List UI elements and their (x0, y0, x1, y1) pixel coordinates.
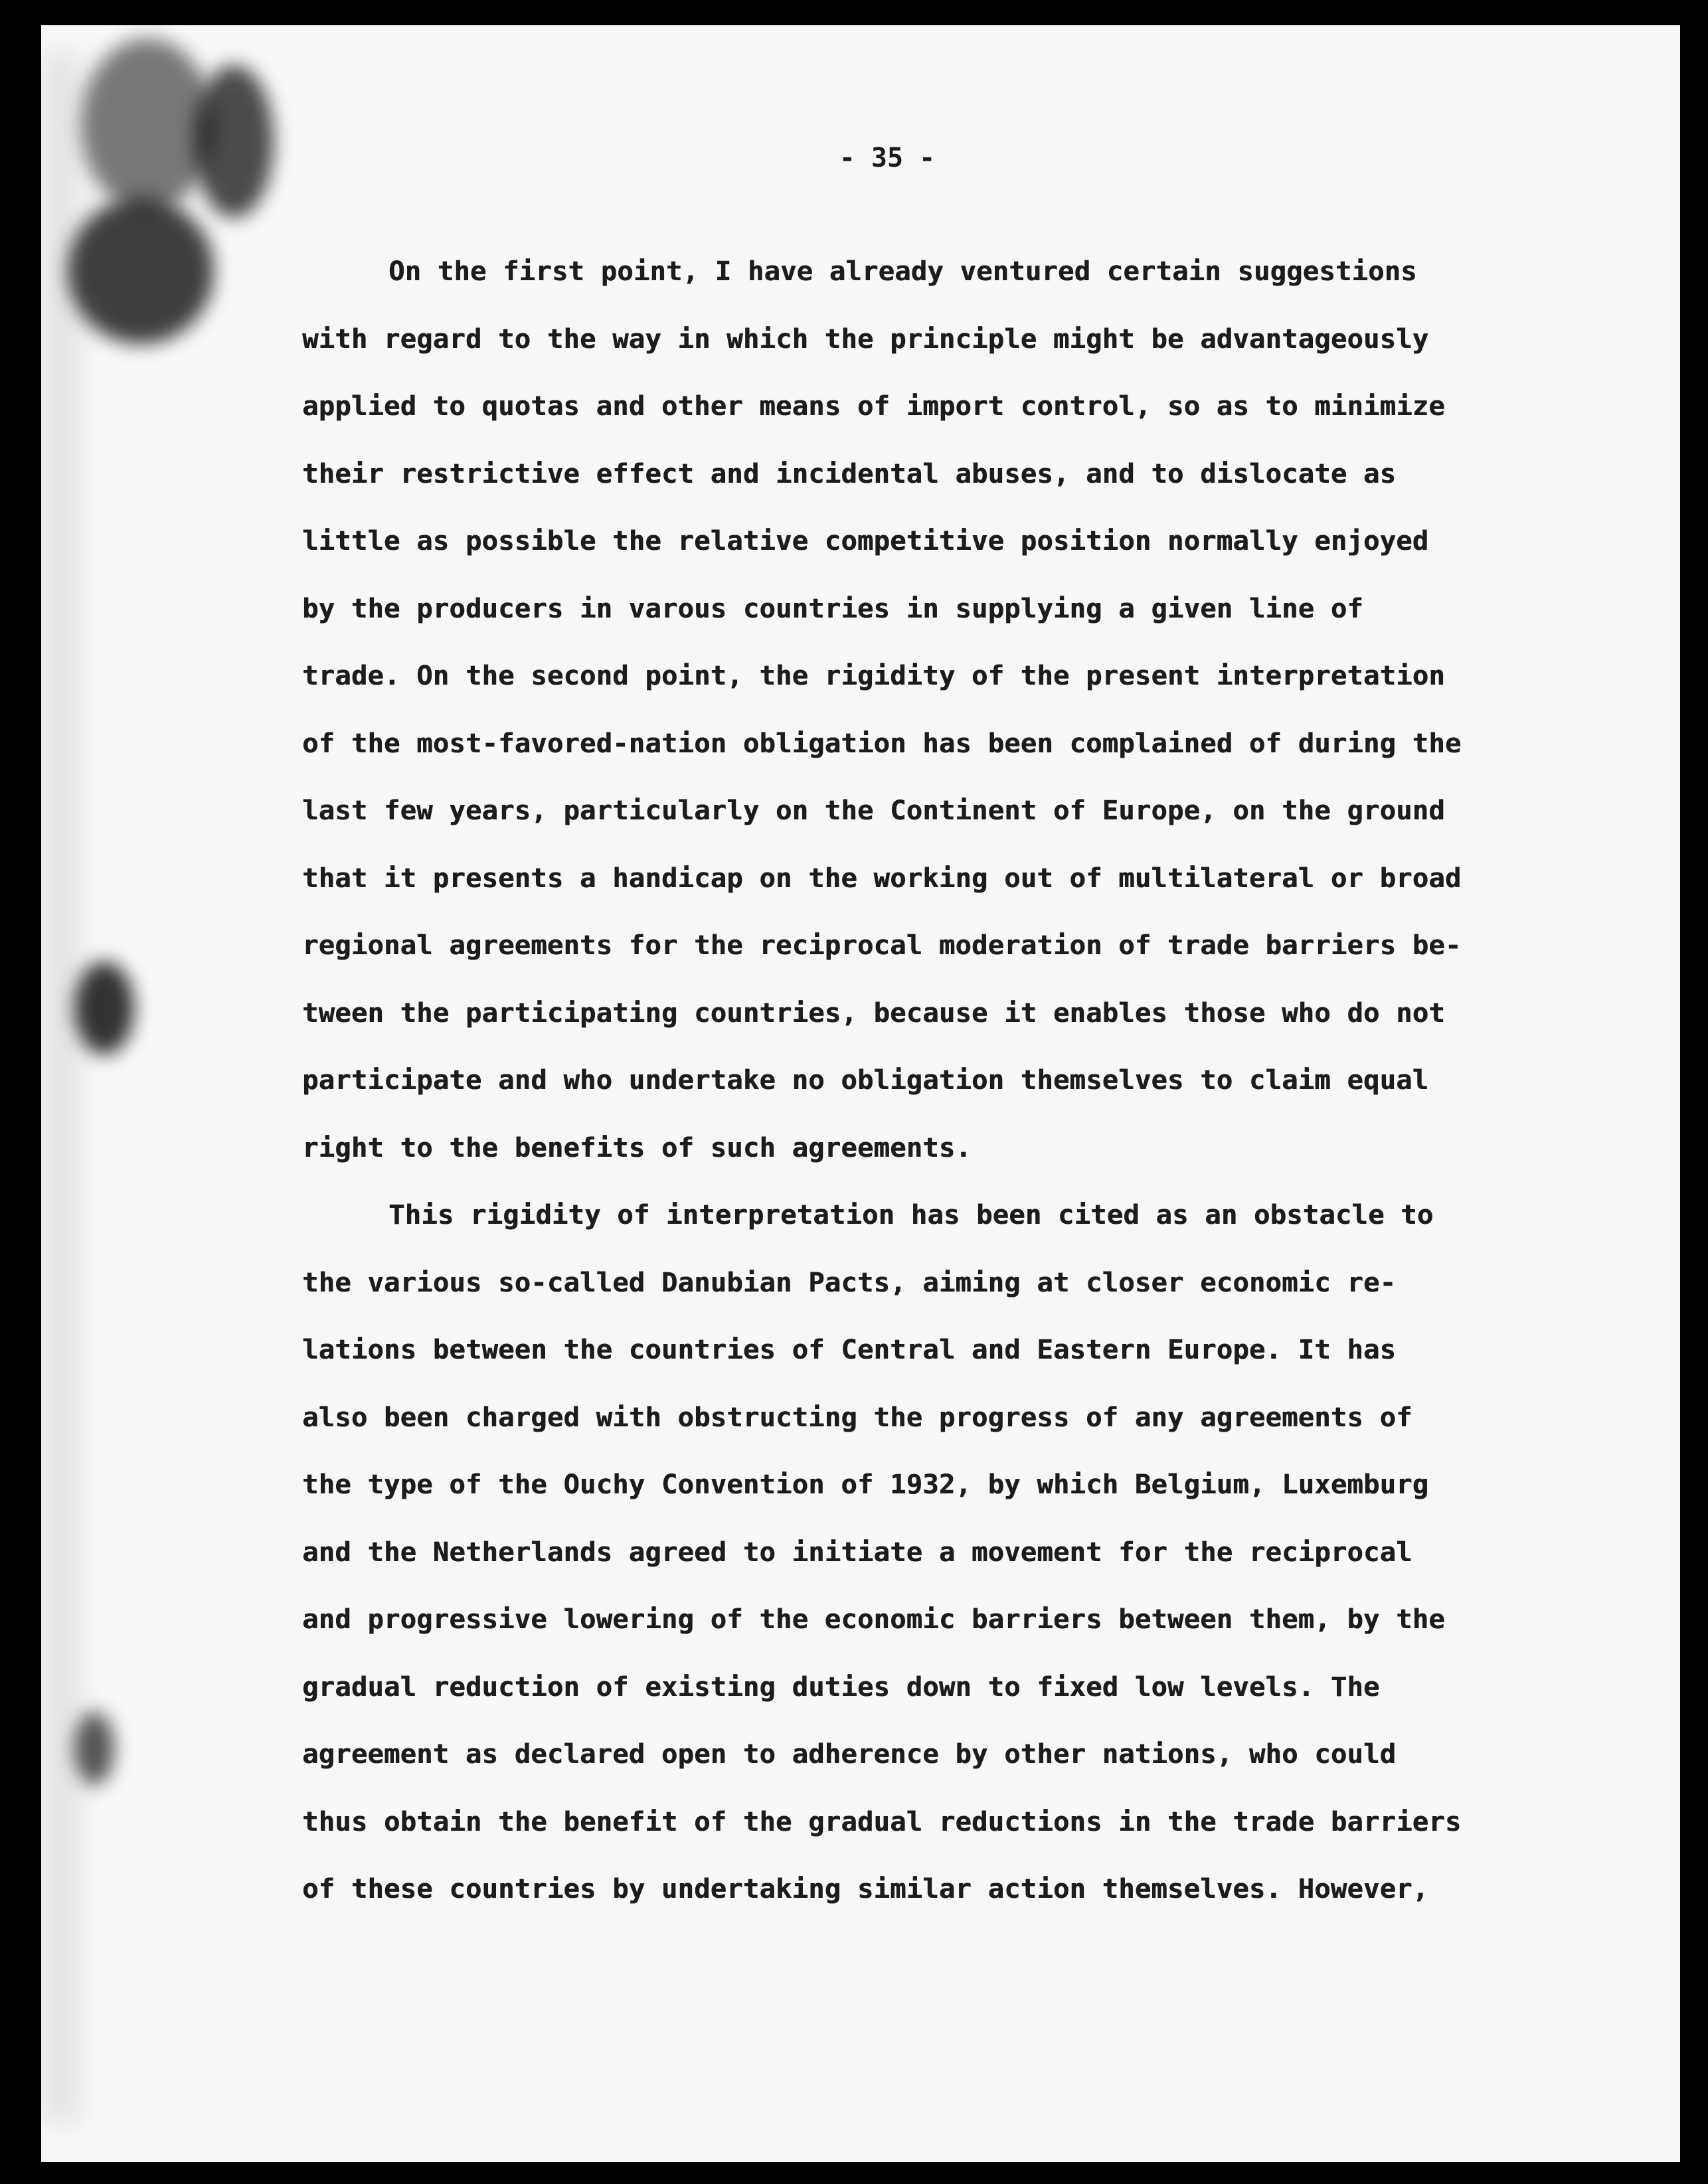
text-line: On the first point, I have already ventured certain suggestions (388, 255, 1417, 287)
text-line: that it presents a handicap on the working out of multilateral or broad (302, 861, 1462, 894)
text-line: last few years, particularly on the Continent of Europe, on the ground (302, 794, 1445, 826)
text-line: and the Netherlands agreed to initiate a movement for the reciprocal (302, 1535, 1412, 1568)
text-line: with regard to the way in which the principle might be advantageously (302, 322, 1429, 355)
text-line: thus obtain the benefit of the gradual reductions in the trade barriers (302, 1805, 1462, 1837)
ink-smudge (81, 39, 214, 211)
ink-smudge (68, 198, 214, 344)
text-line: gradual reduction of existing duties down to fixed low levels. The (302, 1670, 1380, 1703)
text-line: applied to quotas and other means of import control, so as to minimize (302, 390, 1445, 422)
page-number: - 35 - (839, 143, 936, 173)
text-line: participate and who undertake no obligation themselves to claim equal (302, 1064, 1429, 1096)
ink-smudge (194, 65, 274, 218)
binding-hole-mark (74, 1712, 114, 1785)
text-line: right to the benefits of such agreements. (302, 1131, 972, 1163)
text-line: the type of the Ouchy Convention of 1932, by which Belgium, Luxemburg (302, 1468, 1429, 1500)
text-line: little as possible the relative competitive position normally enjoyed (302, 525, 1429, 556)
edge-shadow (41, 52, 81, 2124)
body-text (302, 238, 1544, 1923)
text-line: of these countries by undertaking similar action themselves. However, (302, 1873, 1429, 1904)
text-line: This rigidity of interpretation has been cited as an obstacle to (388, 1199, 1434, 1230)
text-line: and progressive lowering of the economic barriers between them, by the (302, 1603, 1445, 1635)
binding-hole-mark (74, 962, 134, 1054)
text-line: the various so-called Danubian Pacts, aiming at closer economic re- (302, 1266, 1397, 1298)
text-line: their restrictive effect and incidental abuses, and to dislocate as (302, 457, 1397, 489)
text-line: regional agreements for the reciprocal moderation of trade barriers be- (302, 929, 1462, 961)
text-line: of the most-favored-nation obligation has been complained of during the (302, 726, 1462, 759)
text-line: trade. On the second point, the rigidity of the present interpretation (302, 659, 1445, 691)
text-line: lations between the countries of Central and Eastern Europe. It has (302, 1333, 1397, 1365)
text-line: by the producers in varous countries in supplying a given line of (302, 592, 1363, 624)
text-line: also been charged with obstructing the progress of any agreements of (302, 1400, 1412, 1433)
text-line: tween the participating countries, because it enables those who do not (302, 996, 1445, 1029)
text-line: agreement as declared open to adherence by other nations, who could (302, 1738, 1397, 1770)
